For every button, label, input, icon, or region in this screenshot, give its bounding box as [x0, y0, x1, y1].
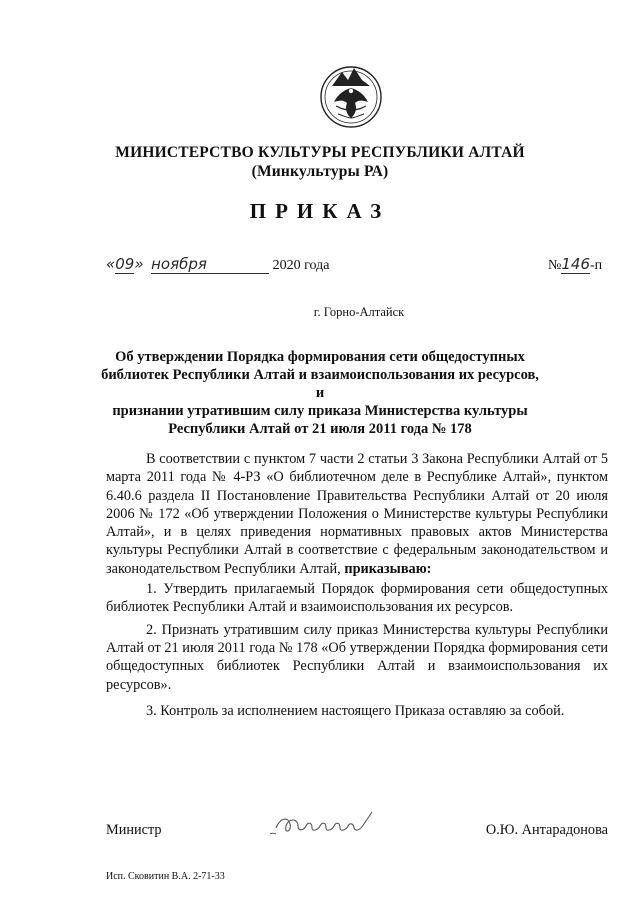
executor-note: Исп. Сковитин В.А. 2-71-33: [106, 871, 225, 882]
date-year: 2020 года: [272, 258, 330, 273]
order-number-prefix: №: [548, 258, 562, 273]
signatory-position: Министр: [106, 822, 162, 838]
signature-block: [106, 822, 608, 842]
order-subject: [100, 348, 540, 438]
subject-line: библиотек Республики Алтай и взаимоиспользования их ресурсов, и: [101, 367, 539, 401]
order-item-2: 2. Признать утратившим силу приказ Министерства культуры Республики Алтай от 21 июля 2011 года № 178 «Об утверждении Порядка формирования сети общедоступных библиотек Республики Алтай и взаимоиспользования их ресурсов».: [106, 621, 608, 693]
date-open-quote: «: [106, 255, 116, 273]
order-number: [548, 255, 602, 274]
city-name: г. Горно-Алтайск: [313, 305, 405, 319]
republic-altai-emblem-icon: [318, 58, 384, 136]
order-number-value: 146: [561, 255, 590, 273]
subject-line: Об утверждении Порядка формирования сети общедоступных: [115, 349, 525, 365]
orders-word: приказываю:: [344, 560, 432, 577]
order-body: [106, 450, 608, 720]
date-month: ноября: [151, 255, 269, 274]
order-item-1: 1. Утвердить прилагаемый Порядок формирования сети общедоступных библиотек Республики Алтай и взаимоиспользования их ресурсов.: [106, 581, 608, 616]
order-item-3: 3. Контроль за исполнением настоящего Приказа оставляю за собой.: [146, 702, 565, 719]
document-type-title: ПРИКАЗ: [249, 199, 391, 223]
order-date: [106, 255, 329, 275]
signatory-name: О.Ю. Антарадонова: [485, 822, 608, 838]
preamble-paragraph: [106, 450, 608, 578]
preamble-text: В соответствии с пунктом 7 части 2 статьи 3 Закона Республики Алтай от 5 марта 2011 года № 4-РЗ «О библиотечном деле в Республике Алтай», пунктом 6.40.6 раздела II Постановление Правительства Республики Алтай от 20 июля 2006 № 172 «Об утверждении Положения о Министерстве культуры Республики Алтай», и в целях приведения нормативных правовых актов Министерства культуры Республики Алтай в соответствие с федеральным законодательством и законодательством Республики Алтай,: [106, 451, 608, 577]
subject-line: Республики Алтай от 21 июля 2011 года № 178: [168, 421, 472, 437]
city-line: [0, 305, 640, 320]
date-close-quote: »: [134, 255, 144, 273]
ministry-name: МИНИСТЕРСТВО КУЛЬТУРЫ РЕСПУБЛИКИ АЛТАЙ: [115, 144, 525, 161]
ministry-short-name: (Минкультуры РА): [251, 163, 389, 180]
date-day: 09: [115, 255, 135, 273]
order-number-suffix: -п: [590, 258, 603, 273]
subject-line: признании утратившим силу приказа Министерства культуры: [112, 403, 528, 419]
